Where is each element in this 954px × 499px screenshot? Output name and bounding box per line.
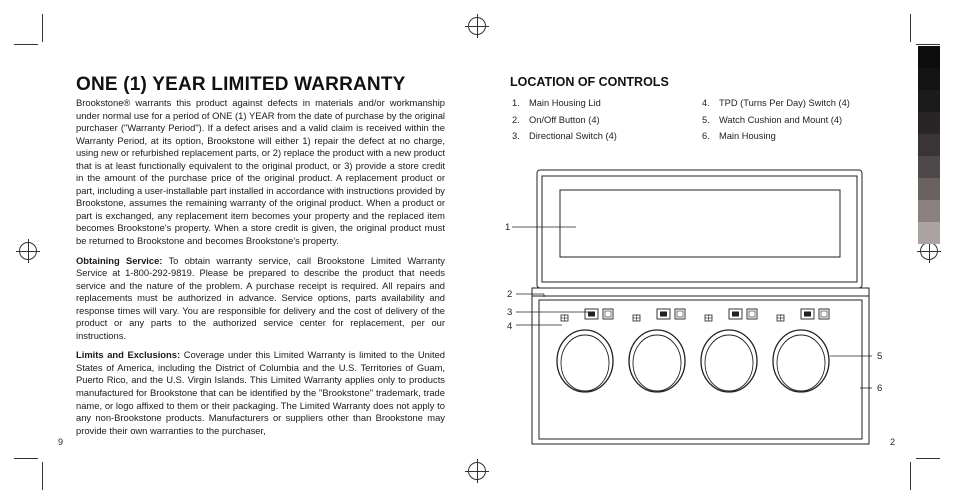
- control-item: 1. Main Housing Lid: [512, 98, 601, 108]
- on-off-button-detail: [821, 311, 827, 317]
- color-swatch: [918, 112, 940, 134]
- crop-mark: [916, 458, 940, 459]
- obtaining-service-paragraph: [76, 255, 445, 343]
- on-off-button: [675, 309, 685, 319]
- watch-cushion: [705, 335, 753, 391]
- registration-mark-right: [920, 242, 938, 260]
- watch-winder-diagram: [500, 165, 900, 455]
- on-off-button: [747, 309, 757, 319]
- on-off-button-detail: [677, 311, 683, 317]
- control-item: 2. On/Off Button (4): [512, 114, 600, 125]
- warranty-body: [76, 97, 445, 444]
- controls-list-left: [512, 95, 617, 145]
- directional-switch-detail: [732, 312, 739, 317]
- color-swatch: [918, 134, 940, 156]
- callout-1: 1: [505, 222, 511, 233]
- color-swatch: [918, 156, 940, 178]
- crop-mark: [14, 458, 38, 459]
- limits-heading: Limits and Exclusions:: [76, 349, 181, 361]
- callout-3: 3: [507, 307, 513, 318]
- page-number-right: 2: [890, 437, 896, 447]
- on-off-button: [819, 309, 829, 319]
- color-swatch: [918, 178, 940, 200]
- color-swatch: [918, 46, 940, 68]
- on-off-button-detail: [605, 311, 611, 317]
- callout-2: 2: [507, 289, 513, 300]
- on-off-button: [603, 309, 613, 319]
- watch-cushion: [777, 335, 825, 391]
- crop-mark: [42, 462, 43, 490]
- control-item: 4. TPD (Turns Per Day) Switch (4): [702, 98, 850, 108]
- directional-switch-detail: [804, 312, 811, 317]
- controls-title: LOCATION OF CONTROLS: [510, 75, 669, 89]
- crop-mark: [910, 462, 911, 490]
- watch-cushion-ring: [557, 330, 613, 392]
- control-item: 3. Directional Switch (4): [512, 131, 617, 141]
- controls-list-right: [702, 95, 850, 145]
- crop-mark: [916, 44, 940, 45]
- main-housing: [532, 296, 869, 444]
- watch-cushion-ring: [773, 330, 829, 392]
- limits-text: Coverage under this Limited Warranty is limited to the United States of America, including the District of Columbia and the U.S. Territories of Guam, Puerto Rico, and the U.S. Virgin Islands. This Limited Warranty applies only to products manufactured for Brookstone that can be identified by the "Brookstone" trademark, trade name, or logo affixed to them or their packaging. The Limited Warranty does not apply to any non-Brookstone products. Manufacturers or suppliers other than Brookstone may provide their own warranties to the purchaser,: [76, 349, 446, 436]
- crop-mark: [14, 44, 38, 45]
- winder-modules: [557, 309, 829, 392]
- on-off-button-detail: [749, 311, 755, 317]
- registration-mark-left: [19, 242, 37, 260]
- lid-frame: [542, 176, 857, 282]
- directional-switch-detail: [660, 312, 667, 317]
- color-swatch: [918, 90, 940, 112]
- registration-mark-bottom: [468, 462, 486, 480]
- watch-cushion-ring: [701, 330, 757, 392]
- page-number-left: 9: [58, 437, 64, 447]
- watch-cushion: [561, 335, 609, 391]
- crop-mark: [42, 14, 43, 42]
- hinge-band: [532, 288, 869, 296]
- color-swatch: [918, 68, 940, 90]
- callout-4: 4: [507, 321, 513, 332]
- warranty-title: ONE (1) YEAR LIMITED WARRANTY: [76, 74, 406, 95]
- callout-6: 6: [877, 383, 883, 394]
- callout-5: 5: [877, 351, 883, 362]
- watch-cushion: [633, 335, 681, 391]
- obtaining-service-heading: Obtaining Service:: [76, 254, 163, 266]
- color-swatch: [918, 200, 940, 222]
- directional-switch-detail: [588, 312, 595, 317]
- limits-paragraph: [76, 349, 445, 437]
- main-housing-lid: [537, 170, 862, 288]
- registration-mark-top: [468, 17, 486, 35]
- control-item: 6. Main Housing: [702, 131, 776, 141]
- lid-window: [560, 190, 840, 257]
- control-item: 5. Watch Cushion and Mount (4): [702, 114, 843, 125]
- crop-mark: [910, 14, 911, 42]
- inner-housing: [539, 300, 862, 439]
- obtaining-service-text: To obtain warranty service, call Brookstone Limited Warranty Service at 1-800-292-9819. Please be prepared to describe the product that needs service and the nature of the problem. A purchase receipt is required. All repairs and replacements must be authorized in advance. Service options, parts availability and response times will vary. You are responsible for delivery and the cost of delivery of the product or any parts to the authorized service center for replacement, per our instructions.: [76, 254, 445, 341]
- watch-cushion-ring: [629, 330, 685, 392]
- warranty-intro: Brookstone® warrants this product against defects in materials and/or workmanship under normal use for a period of ONE (1) YEAR from the date of purchase by the original purchaser ("Warranty Period"). If a defect arises and a valid claim is received within the Warranty Period, at its option, Brookstone will either 1) repair the defect at no charge, using new or refurbished replacement parts, or 2) replace the product with a new product that is at least functionally equivalent to the original product, or 3) provide a store credit in the amount of the purchase price of the original product. A replacement product or part, including a user-installable part installed in accordance with instructions provided by Brookstone, assumes the remaining warranty of the original product. When a product or part is exchanged, any replacement item becomes your property and the replaced item becomes Brookstone's property. When a store credit is given, the original product must be returned to Brookstone and becomes Brookstone's property.: [76, 97, 445, 247]
- color-swatch: [918, 222, 940, 244]
